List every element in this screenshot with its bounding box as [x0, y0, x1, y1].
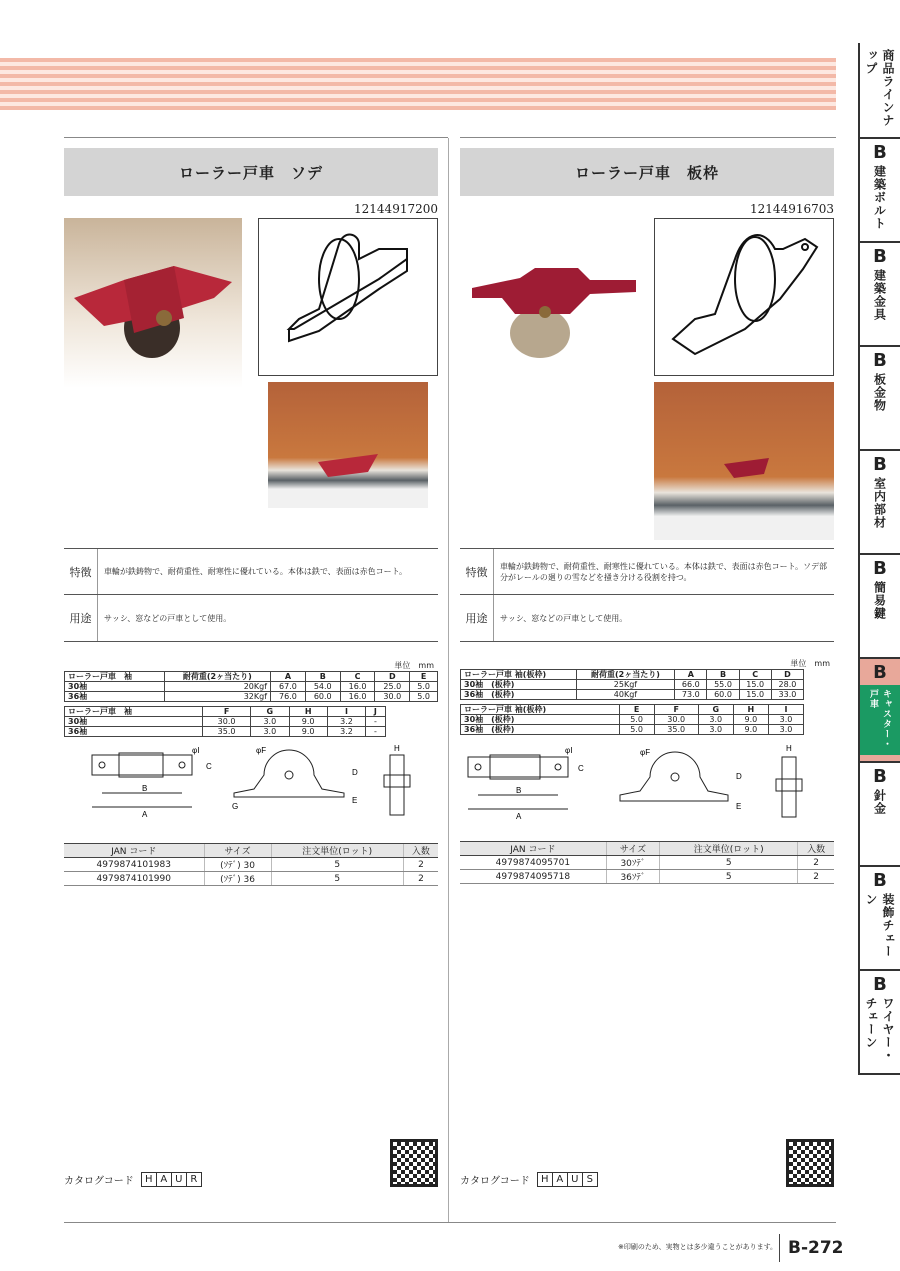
sidebar-item-deco-chain[interactable]	[858, 867, 900, 971]
table-row	[460, 870, 834, 884]
dim-label: H	[786, 744, 792, 753]
spec-table-1	[460, 669, 804, 700]
sidebar-item-bolt[interactable]	[858, 139, 900, 243]
print-note: ※印刷のため、実物とは多少違うことがあります。	[618, 1243, 778, 1251]
spec-cell: 30袖	[65, 682, 165, 692]
jan-header: JAN コード	[64, 844, 204, 858]
spec-header: C	[340, 672, 375, 682]
dim-label: A	[516, 812, 522, 821]
sidebar-item-interior[interactable]	[858, 451, 900, 555]
catalog-char: A	[552, 1172, 568, 1187]
jan-cell: (ｿﾃﾞ) 36	[204, 872, 271, 886]
product-drawing	[654, 218, 834, 376]
catalog-char: R	[186, 1172, 202, 1187]
spec-header: D	[771, 670, 803, 680]
sidebar-item-letter: B	[873, 766, 887, 787]
spec-cell: 36袖 (板枠)	[461, 690, 577, 700]
spec-header: H	[289, 707, 327, 717]
spec-header: G	[698, 705, 733, 715]
spec-header: I	[327, 707, 365, 717]
spec-header: A	[675, 670, 707, 680]
page-number: B-272	[779, 1234, 844, 1262]
dim-label: B	[516, 786, 522, 795]
spec-header: ローラー戸車 袖	[65, 707, 203, 717]
use-text: サッシ、窓などの戸車として使用。	[500, 613, 628, 623]
spec-cell: 67.0	[271, 682, 306, 692]
product-title: ローラー戸車 板枠	[460, 148, 834, 196]
spec-header: D	[375, 672, 410, 682]
jan-cell: 4979874101983	[64, 858, 204, 872]
product-drawing	[258, 218, 438, 376]
spec-cell: 3.0	[768, 715, 803, 725]
jan-cell: 4979874095701	[460, 856, 606, 870]
feature-text: 車輪が鉄鋳物で、耐荷重性、耐寒性に優れている。本体は鉄で、表面は赤色コート。ソデ部分がレールの廻りの雪などを掻き分ける役割を持つ。	[500, 561, 827, 582]
spec-cell: 54.0	[305, 682, 340, 692]
dim-label: φF	[256, 746, 267, 755]
spec-cell: 66.0	[675, 680, 707, 690]
dimension-diagram	[460, 743, 834, 831]
catalog-char: H	[141, 1172, 157, 1187]
product-right	[460, 138, 834, 884]
jan-header: 入数	[798, 842, 834, 856]
spec-cell: 35.0	[202, 727, 250, 737]
sidebar-item-lineup[interactable]	[858, 43, 900, 139]
spec-cell: 33.0	[771, 690, 803, 700]
jan-cell: 5	[660, 870, 798, 884]
sidebar-item-sheet-metal[interactable]	[858, 347, 900, 451]
spec-cell: -	[366, 717, 385, 727]
spec-cell: 32Kgf	[164, 692, 270, 702]
spec-header: ローラー戸車 袖(板枠)	[461, 705, 620, 715]
dimension-diagram	[64, 745, 438, 833]
sidebar-item-letter: B	[873, 662, 887, 683]
sidebar-item-label: 板金物	[872, 373, 887, 412]
spec-cell: -	[366, 727, 385, 737]
use-text: サッシ、窓などの戸車として使用。	[104, 613, 232, 623]
spec-cell: 9.0	[733, 725, 768, 735]
spec-cell: 5.0	[619, 725, 654, 735]
spec-header: E	[410, 672, 438, 682]
spec-cell: 9.0	[289, 717, 327, 727]
spec-cell: 16.0	[340, 682, 375, 692]
sidebar-item-label: 装飾チェーン	[864, 893, 895, 958]
jan-table	[460, 841, 834, 884]
table-row	[65, 682, 438, 692]
unit-label: 単位 mm	[790, 659, 830, 668]
sidebar-item-letter: B	[873, 558, 887, 579]
spec-cell: 30.0	[375, 692, 410, 702]
dim-label: H	[394, 745, 400, 753]
dim-label: D	[352, 768, 358, 777]
sidebar-item-letter: B	[873, 246, 887, 267]
jan-cell: 30ｿﾃﾞ	[606, 856, 659, 870]
jan-header: サイズ	[204, 844, 271, 858]
spec-cell: 36袖 (板枠)	[461, 725, 620, 735]
spec-cell: 15.0	[739, 680, 771, 690]
product-images	[460, 218, 834, 548]
table-row	[461, 680, 804, 690]
footer-rule	[64, 1222, 836, 1223]
catalog-label: カタログコード	[460, 1176, 530, 1187]
product-code: 12144917200	[354, 202, 438, 216]
feature-label: 特徴	[460, 549, 494, 594]
feature-label: 特徴	[64, 549, 98, 594]
spec-cell: 3.0	[698, 715, 733, 725]
dim-label: C	[578, 764, 584, 773]
sidebar-item-label: 商品ラインナップ	[864, 49, 895, 127]
catalog-label: カタログコード	[64, 1176, 134, 1187]
jan-header: 入数	[403, 844, 438, 858]
catalog-char: U	[567, 1172, 583, 1187]
sidebar-item-label: ワイヤー・チェーン	[864, 997, 895, 1062]
spec-header: G	[251, 707, 289, 717]
jan-header: 注文単位(ロット)	[271, 844, 403, 858]
installed-photo	[268, 382, 428, 508]
table-row	[461, 715, 804, 725]
spec-cell: 15.0	[739, 690, 771, 700]
product-images	[64, 218, 438, 548]
spec-cell: 36袖	[65, 727, 203, 737]
spec-cell: 5.0	[410, 682, 438, 692]
dim-label: E	[736, 802, 742, 811]
spec-table-1	[64, 671, 438, 702]
spec-cell: 30.0	[654, 715, 698, 725]
catalog-char: S	[582, 1172, 598, 1187]
column-divider	[448, 138, 449, 1223]
jan-header: サイズ	[606, 842, 659, 856]
jan-cell: 5	[660, 856, 798, 870]
spec-cell: 28.0	[771, 680, 803, 690]
spec-cell: 30袖	[65, 717, 203, 727]
feature-block	[64, 548, 438, 642]
dim-label: φI	[565, 746, 573, 755]
jan-cell: (ｿﾃﾞ) 30	[204, 858, 271, 872]
catalog-code-left	[64, 1172, 202, 1187]
spec-table-2	[64, 706, 386, 737]
jan-header: JAN コード	[460, 842, 606, 856]
table-row	[64, 858, 438, 872]
spec-cell: 3.2	[327, 727, 365, 737]
jan-cell: 2	[798, 870, 834, 884]
sidebar-item-label: 簡易鍵	[872, 581, 887, 620]
spec-cell: 20Kgf	[164, 682, 270, 692]
sidebar-item-hardware[interactable]	[858, 243, 900, 347]
spec-cell: 3.2	[327, 717, 365, 727]
table-row	[461, 725, 804, 735]
spec-table-2	[460, 704, 804, 735]
spec-cell: 25Kgf	[576, 680, 675, 690]
category-sidebar	[858, 43, 900, 1075]
spec-header: A	[271, 672, 306, 682]
spec-header: E	[619, 705, 654, 715]
spec-cell: 30袖 (板枠)	[461, 715, 620, 725]
spec-header: F	[654, 705, 698, 715]
spec-header: ローラー戸車 袖	[65, 672, 165, 682]
spec-cell: 3.0	[251, 727, 289, 737]
catalog-code-right	[460, 1172, 598, 1187]
spec-cell: 76.0	[271, 692, 306, 702]
spec-cell: 9.0	[289, 727, 327, 737]
jan-cell: 36ｿﾃﾞ	[606, 870, 659, 884]
spec-cell: 3.0	[251, 717, 289, 727]
header-stripes	[0, 58, 836, 110]
product-photo	[64, 218, 242, 388]
catalog-char: U	[171, 1172, 187, 1187]
sidebar-item-letter: B	[873, 974, 887, 995]
jan-cell: 2	[403, 872, 438, 886]
qr-code-right	[786, 1139, 834, 1187]
sidebar-item-letter: B	[873, 350, 887, 371]
table-row	[65, 717, 386, 727]
feature-block	[460, 548, 834, 642]
spec-cell: 73.0	[675, 690, 707, 700]
spec-cell: 30袖 (板枠)	[461, 680, 577, 690]
jan-table	[64, 843, 438, 886]
spec-cell: 36袖	[65, 692, 165, 702]
dim-label: A	[142, 810, 148, 819]
spec-cell: 3.0	[768, 725, 803, 735]
spec-header: C	[739, 670, 771, 680]
table-row	[64, 872, 438, 886]
table-row	[460, 856, 834, 870]
use-label: 用途	[64, 595, 98, 641]
dim-label: D	[736, 772, 742, 781]
spec-header: 耐荷重(2ヶ当たり)	[576, 670, 675, 680]
spec-header: I	[768, 705, 803, 715]
product-title: ローラー戸車 ソデ	[64, 148, 438, 196]
spec-header: F	[202, 707, 250, 717]
qr-code-left	[390, 1139, 438, 1187]
dim-label: φF	[640, 748, 651, 757]
jan-cell: 2	[403, 858, 438, 872]
dim-label: B	[142, 784, 148, 793]
installed-photo	[654, 382, 834, 540]
sidebar-item-letter: B	[873, 870, 887, 891]
dim-label: G	[232, 802, 239, 811]
spec-header: 耐荷重(2ヶ当たり)	[164, 672, 270, 682]
spec-cell: 5.0	[410, 692, 438, 702]
table-row	[65, 692, 438, 702]
sidebar-item-label: 建築金具	[872, 269, 887, 321]
dim-label: φI	[192, 746, 200, 755]
spec-header: ローラー戸車 袖(板枠)	[461, 670, 577, 680]
jan-cell: 2	[798, 856, 834, 870]
spec-cell: 40Kgf	[576, 690, 675, 700]
spec-cell: 35.0	[654, 725, 698, 735]
product-photo	[460, 218, 638, 388]
jan-cell: 5	[271, 872, 403, 886]
catalog-char: A	[156, 1172, 172, 1187]
dim-label: E	[352, 796, 358, 805]
jan-cell: 4979874095718	[460, 870, 606, 884]
jan-cell: 4979874101990	[64, 872, 204, 886]
spec-cell: 16.0	[340, 692, 375, 702]
table-row	[65, 727, 386, 737]
sidebar-item-label: 建築ボルト	[872, 165, 887, 230]
sidebar-item-letter: B	[873, 142, 887, 163]
spec-header: B	[305, 672, 340, 682]
spec-header: J	[366, 707, 385, 717]
product-left	[64, 138, 438, 886]
spec-cell: 60.0	[707, 690, 739, 700]
spec-cell: 9.0	[733, 715, 768, 725]
spec-cell: 55.0	[707, 680, 739, 690]
sidebar-item-label: キャスター・戸車	[860, 685, 900, 755]
spec-cell: 5.0	[619, 715, 654, 725]
sidebar-item-label: 室内部材	[872, 477, 887, 529]
sidebar-item-wire-chain[interactable]	[858, 971, 900, 1075]
sidebar-item-label: 針金	[872, 789, 887, 815]
spec-header: B	[707, 670, 739, 680]
table-row	[461, 690, 804, 700]
spec-cell: 60.0	[305, 692, 340, 702]
sidebar-item-letter: B	[873, 454, 887, 475]
sidebar-item-wire[interactable]	[858, 763, 900, 867]
unit-label: 単位 mm	[394, 661, 434, 670]
spec-header: H	[733, 705, 768, 715]
jan-header: 注文単位(ロット)	[660, 842, 798, 856]
sidebar-item-lock[interactable]	[858, 555, 900, 659]
jan-cell: 5	[271, 858, 403, 872]
sidebar-item-caster[interactable]	[858, 659, 900, 763]
spec-cell: 30.0	[202, 717, 250, 727]
catalog-char: H	[537, 1172, 553, 1187]
use-label: 用途	[460, 595, 494, 641]
dim-label: C	[206, 762, 212, 771]
spec-cell: 25.0	[375, 682, 410, 692]
product-code: 12144916703	[750, 202, 834, 216]
spec-cell: 3.0	[698, 725, 733, 735]
feature-text: 車輪が鉄鋳物で、耐荷重性、耐寒性に優れている。本体は鉄で、表面は赤色コート。	[104, 567, 407, 576]
